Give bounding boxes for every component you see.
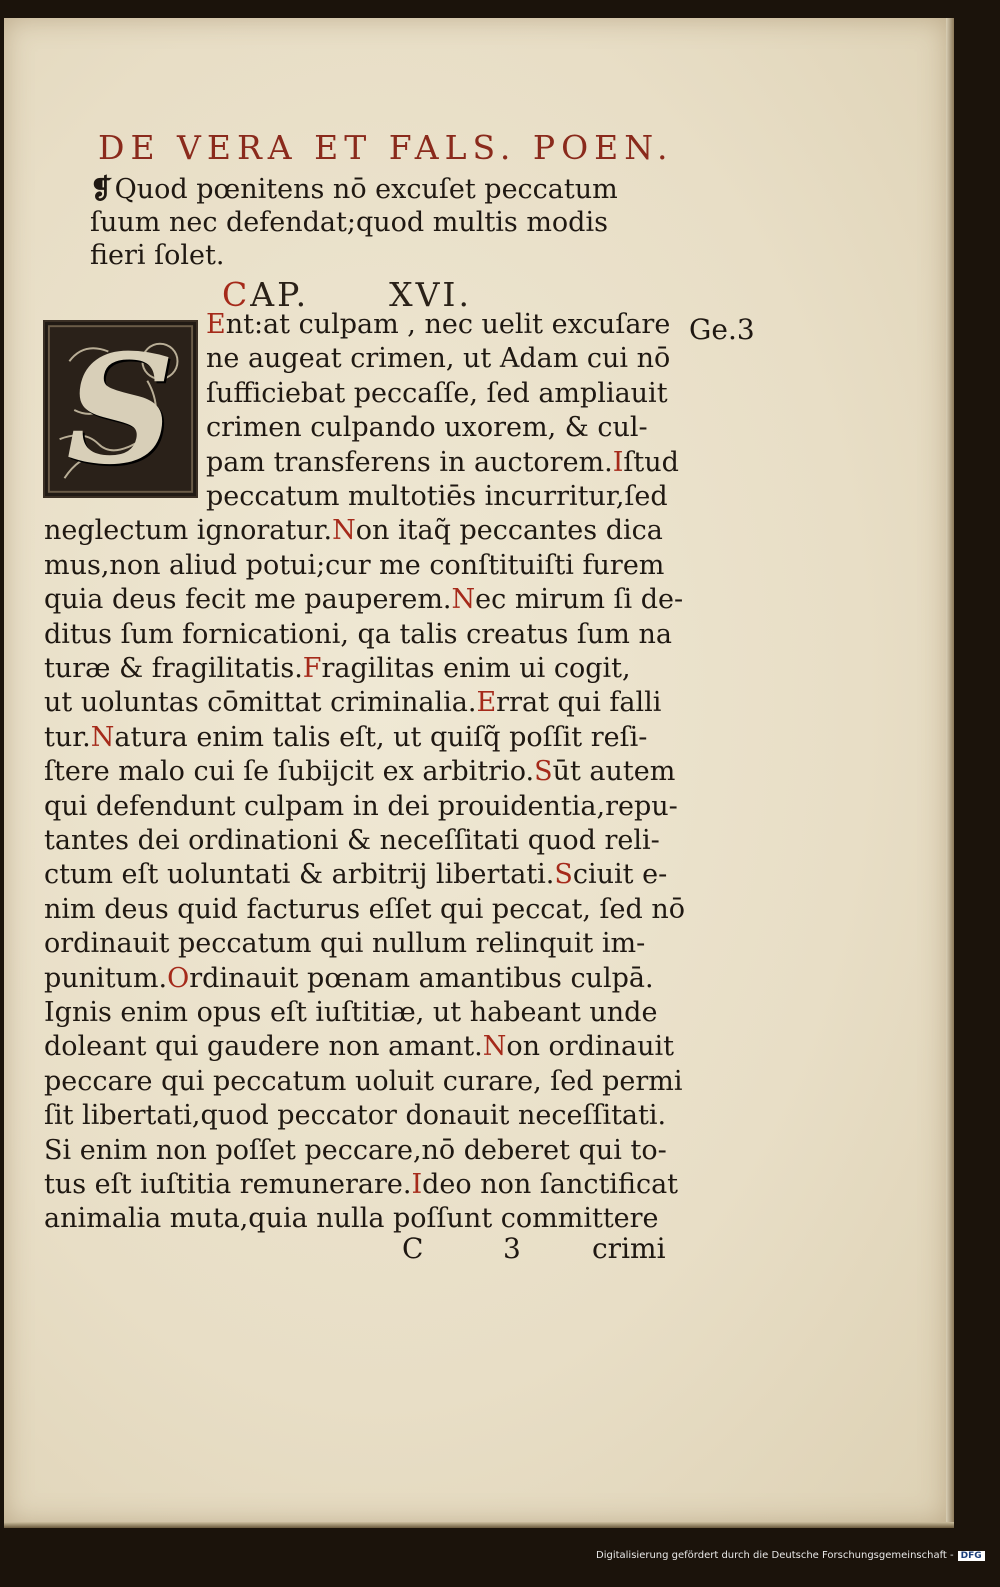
rubric-letter: S <box>554 859 573 891</box>
text-line <box>44 824 660 858</box>
margin-note: Ge.3 <box>689 313 755 346</box>
credit-text: Digitalisierung gefördert durch die Deutsche Forschungsgemeinschaft - <box>596 1550 954 1561</box>
text-line <box>44 549 664 583</box>
signature-number: 3 <box>503 1232 521 1265</box>
rubric-letter: O <box>167 962 190 994</box>
catchword: crimi <box>592 1232 666 1265</box>
line-text: Ignis enim opus eſt iuſtitiæ, ut habeant unde <box>44 997 658 1028</box>
rubric-letter: N <box>332 515 356 547</box>
rubric-letter: S <box>534 756 553 788</box>
line-text: rrat qui falli <box>496 687 662 719</box>
text-line <box>44 1030 674 1064</box>
line-text: ec mirum ſi de- <box>475 584 684 616</box>
line-text: ragilitas enim ui cogit, <box>321 653 631 684</box>
text-line <box>44 1099 666 1133</box>
text-line <box>44 858 667 892</box>
line-text: nim deus quid facturus eſſet qui peccat, ſed nō <box>44 893 686 925</box>
rubric-letter: E <box>476 687 497 719</box>
line-text: qui defendunt culpam in dei prouidentia,repu- <box>44 790 678 822</box>
chapter-label: AP. <box>250 275 310 314</box>
text-line <box>44 996 657 1030</box>
text-line <box>206 308 670 342</box>
text-line <box>44 583 683 617</box>
text-line <box>44 790 678 824</box>
text-line <box>44 893 685 927</box>
text-line <box>44 927 645 961</box>
line-text: animalia muta,quia nulla poſſunt committere <box>44 1203 659 1235</box>
text-line <box>206 377 668 411</box>
line-text: punitum. <box>44 962 168 994</box>
page-edge <box>946 18 954 1528</box>
text-line <box>206 342 670 376</box>
line-text: ciuit e- <box>572 859 668 891</box>
text-line <box>44 1134 667 1168</box>
line-text: ut uoluntas cōmittat criminalia. <box>44 687 477 719</box>
line-text: ūt autem <box>552 756 676 788</box>
line-text: ctum eſt uoluntati & arbitrij libertati. <box>44 859 555 891</box>
line-text: peccare qui peccatum uoluit curare, ſed permi <box>44 1065 683 1097</box>
rubric-letter: E <box>206 309 226 340</box>
line-text: ne augeat crimen, ut Adam cui nō <box>206 343 671 375</box>
line-text: deo non ſanctificat <box>422 1169 679 1200</box>
text-line <box>44 686 661 720</box>
text-line <box>44 755 675 789</box>
dfg-logo: DFG <box>958 1551 985 1561</box>
line-text: on ordinauit <box>506 1031 674 1063</box>
line-text: doleant qui gaudere non amant. <box>44 1031 483 1063</box>
digitization-credit <box>596 1550 996 1561</box>
line-text: ſit libertati,quod peccator donauit neceſſitati. <box>44 1100 667 1132</box>
line-text: tus eſt iuſtitia remunerare. <box>44 1169 412 1200</box>
running-head <box>98 128 674 167</box>
text-line <box>206 480 668 514</box>
rubric-letter: I <box>411 1169 423 1200</box>
line-text: ſufficiebat peccaſſe, ſed ampliauit <box>206 377 668 409</box>
line-text: neglectum ignoratur. <box>44 515 333 547</box>
text-line <box>44 652 631 686</box>
line-text: mus,non aliud potui;cur me conſtituiſti furem <box>44 549 665 581</box>
initial-letter: S <box>66 322 175 498</box>
text-line <box>44 1168 678 1202</box>
chapter-initial: C <box>222 275 251 314</box>
summary-line <box>90 173 690 206</box>
text-line <box>44 1065 683 1099</box>
line-text: atura enim talis eſt, ut quiſq̃ poſſit reſi- <box>114 721 648 753</box>
line-text: tur. <box>44 721 91 753</box>
signature-mark: C <box>402 1232 424 1265</box>
summary-line: fieri ſolet. <box>90 240 225 271</box>
summary-line: ſuum nec defendat;quod multis modis <box>90 207 608 238</box>
line-text: ditus ſum fornicationi, qa talis creatus ſum na <box>44 618 672 650</box>
rubric-letter: I <box>612 446 624 478</box>
line-text: ordinauit peccatum qui nullum relinquit im- <box>44 928 646 960</box>
chapter-summary <box>90 173 690 272</box>
rubric-letter: N <box>90 721 115 753</box>
rubric-letter: N <box>482 1031 507 1063</box>
rubric-letter: N <box>451 584 476 616</box>
line-text: tantes dei ordinationi & neceſſitati quod reli- <box>44 825 660 856</box>
text-line <box>44 618 672 652</box>
page-bottom-edge <box>4 1522 954 1528</box>
line-text: Si enim non poſſet peccare,nō deberet qui to- <box>44 1134 667 1166</box>
line-text: ſtere malo cui ſe ſubijcit ex arbitrio. <box>44 756 535 788</box>
line-text: ſtud <box>623 446 679 478</box>
line-text: peccatum multotiēs incurritur,ſed <box>206 481 668 512</box>
rubric-letter: F <box>302 653 322 684</box>
line-text: turæ & fragilitatis. <box>44 653 303 684</box>
text-line <box>44 721 647 755</box>
text-line <box>206 446 679 480</box>
text-line <box>44 962 654 996</box>
running-head-text: DE VERA ET FALS. POEN. <box>98 128 674 167</box>
line-text: rdinauit pœnam amantibus culpā. <box>189 962 654 994</box>
line-text: quia deus fecit me pauperem. <box>44 584 452 616</box>
text-line <box>206 411 648 445</box>
text-line <box>44 1202 659 1236</box>
chapter-number: XVI. <box>389 275 472 314</box>
line-text: nt:at culpam , nec uelit excuſare <box>225 309 671 340</box>
woodcut-initial <box>43 320 198 498</box>
line-text: pam transferens in auctorem. <box>206 446 613 478</box>
pilcrow-icon: ❡ <box>90 174 113 205</box>
summary-line-text: Quod pœnitens nō excuſet peccatum <box>114 174 618 205</box>
text-line <box>44 514 663 548</box>
line-text: crimen culpando uxorem, & cul- <box>206 412 648 444</box>
line-text: on itaq̃ peccantes dica <box>355 515 663 547</box>
